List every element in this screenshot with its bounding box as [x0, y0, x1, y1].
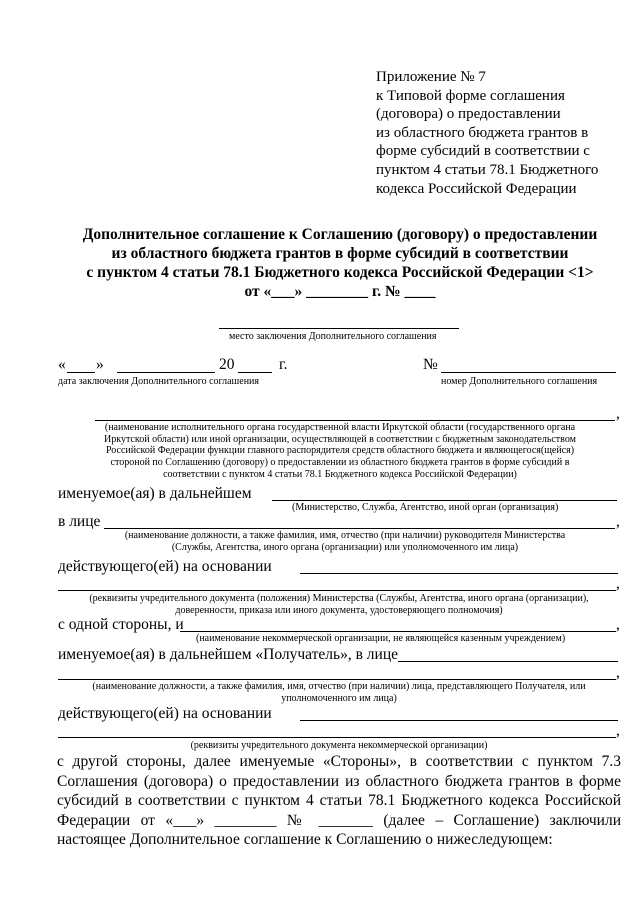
basis-field-line[interactable]	[300, 573, 618, 574]
date-quote-open: «	[58, 356, 66, 373]
comma: ,	[616, 616, 620, 633]
appendix-line: из областного бюджета грантов в	[376, 124, 589, 141]
title-line: из областного бюджета грантов в форме субсидий в соответствии	[111, 245, 569, 262]
title-line: с пунктом 4 статьи 78.1 Бюджетного кодекса Российской Федерации <1>	[86, 264, 594, 281]
comma: ,	[616, 513, 620, 530]
recipient-field-line-2[interactable]	[58, 679, 616, 680]
one-side-label: с одной стороны, и	[58, 616, 184, 633]
appendix-line: Приложение № 7	[376, 69, 486, 85]
authority-field-line[interactable]	[95, 420, 615, 421]
number-field-line[interactable]	[441, 372, 616, 373]
nco-caption: (наименование некоммерческой организации, не являющейся казенным учреждением)	[196, 633, 566, 644]
date-caption: дата заключения Дополнительного соглашения	[58, 376, 259, 387]
document-title	[60, 225, 620, 301]
basis-field-line-2[interactable]	[58, 590, 616, 591]
place-caption: место заключения Дополнительного соглашения	[229, 331, 437, 342]
place-field-line[interactable]	[219, 328, 459, 329]
appendix-line: (договора) о предоставлении	[376, 106, 561, 123]
named-hereinafter-label: именуемое(ая) в дальнейшем	[58, 485, 252, 502]
year-suffix: г.	[279, 356, 288, 373]
head-field-line[interactable]	[104, 528, 615, 529]
comma: ,	[616, 664, 620, 681]
in-person-label: в лице	[58, 513, 101, 530]
day-field-line[interactable]	[67, 372, 95, 373]
comma: ,	[616, 575, 620, 592]
recipient-label: именуемое(ая) в дальнейшем «Получатель», в лице	[58, 646, 399, 663]
acting-basis-label: действующего(ей) на основании	[58, 558, 272, 575]
title-line: от «___» ________ г. № ____	[244, 283, 436, 300]
nco-field-line[interactable]	[180, 631, 616, 632]
comma: ,	[616, 722, 620, 739]
appendix-line: кодекса Российской Федерации	[376, 180, 577, 197]
final-paragraph: с другой стороны, далее именуемые «Стороны», в соответствии с пунктом 7.3 Соглашения (договора) о предоставлении из областного бюджета грантов в форме субсидий в соответствии с пунктом 4 статьи 78.1 Бюджетного кодекса Российской Федерации от «___» ________ № _______ (далее – Соглашение) заключили настоящее Дополнительное соглашение к Соглашению о нижеследующем:	[57, 753, 621, 848]
ministry-field-line[interactable]	[272, 500, 617, 501]
comma: ,	[616, 405, 620, 422]
year-prefix: 20	[219, 356, 235, 373]
ministry-caption: (Министерство, Служба, Агентство, иной орган (организация)	[292, 502, 559, 513]
number-sign: №	[423, 356, 438, 373]
nco-docs-caption: (реквизиты учредительного документа некоммерческой организации)	[190, 740, 488, 751]
recipient-caption: (наименование должности, а также фамилия, имя, отчество (при наличии) лица, представляющего Получателя, или уполномоченного им лица)	[92, 681, 586, 704]
month-field-line[interactable]	[117, 372, 215, 373]
date-quote-close: »	[96, 356, 104, 373]
acting-basis-label-2: действующего(ей) на основании	[58, 705, 272, 722]
number-caption: номер Дополнительного соглашения	[441, 376, 598, 387]
nco-docs-field-line-2[interactable]	[58, 737, 616, 738]
authority-caption: (наименование исполнительного органа государственной власти Иркутской области (государственного органа Иркутской области) или иной организации, осуществляющей в соответствии с бюджетным законодательством Российской Федерации функции главного распорядителя средств областного бюджета и являющегося(щейся) стороной по Соглашению (договору) о предоставлении из областного бюджета грантов в форме субсидий в соответствии с пунктом 4 статьи 78.1 Бюджетного кодекса Российской Федерации)	[104, 422, 576, 480]
title-line: Дополнительное соглашение к Соглашению (договору) о предоставлении	[82, 226, 598, 243]
year-field-line[interactable]	[238, 372, 272, 373]
recipient-field-line[interactable]	[398, 661, 618, 662]
appendix-line: пунктом 4 статьи 78.1 Бюджетного	[376, 161, 599, 178]
appendix-line: к Типовой форме соглашения	[376, 87, 565, 104]
head-caption: (наименование должности, а также фамилия, имя, отчество (при наличии) руководителя Министерства (Службы, Агентства, иного органа (организации) или уполномоченного им лица)	[124, 530, 566, 553]
appendix-line: форме субсидий в соответствии с	[376, 143, 590, 160]
nco-docs-field-line[interactable]	[300, 720, 618, 721]
basis-caption: (реквизиты учредительного документа (положения) Министерства (Службы, Агентства, иного органа (организации), доверенности, приказа или иного документа, удостоверяющего полномочия)	[89, 593, 589, 616]
appendix-header	[376, 68, 598, 198]
